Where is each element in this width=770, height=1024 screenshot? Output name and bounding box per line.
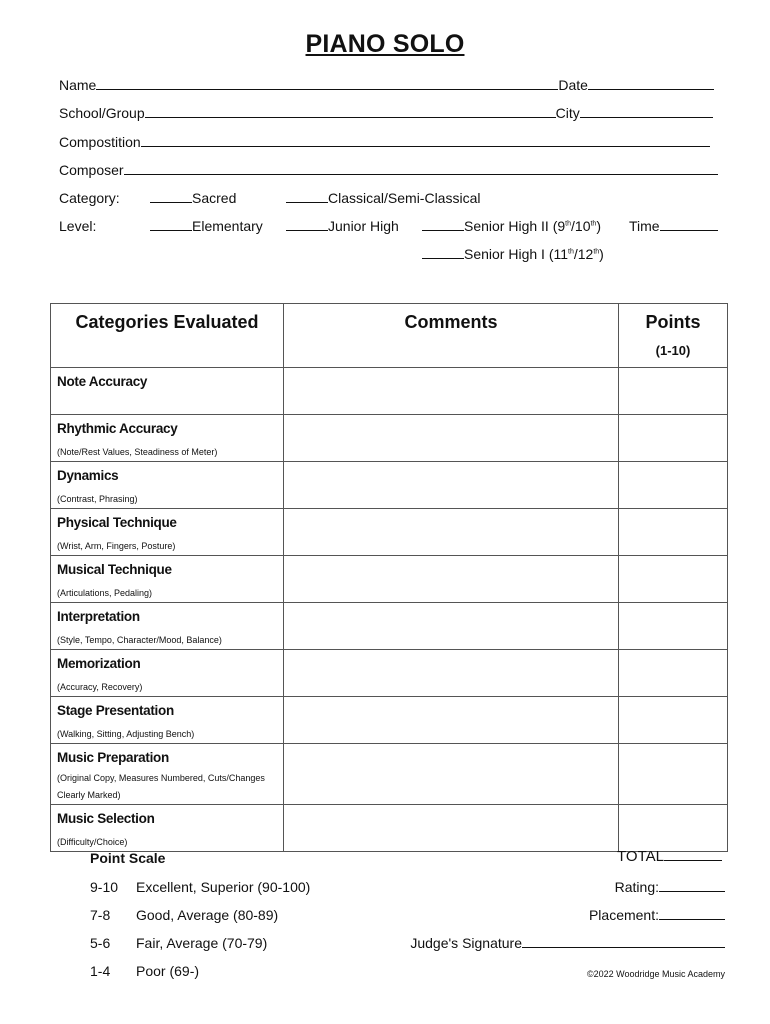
junior-high-label: Junior High xyxy=(328,218,399,234)
city-label: City xyxy=(555,105,580,121)
senior-high-1-checkline[interactable] xyxy=(422,246,464,259)
table-row xyxy=(51,462,728,509)
comments-cell[interactable] xyxy=(284,509,619,556)
header-points xyxy=(619,304,728,368)
category-name: Rhythmic Accuracy xyxy=(57,421,178,436)
category-name: Music Preparation xyxy=(57,750,169,765)
points-cell[interactable] xyxy=(619,368,728,415)
composition-field[interactable] xyxy=(141,134,710,147)
signature-field[interactable] xyxy=(522,935,725,948)
comments-cell[interactable] xyxy=(284,744,619,805)
name-label: Name xyxy=(59,77,97,93)
scale-range: 7-8 xyxy=(90,907,111,923)
scale-range: 5-6 xyxy=(90,935,111,951)
table-row xyxy=(51,415,728,462)
category-cell xyxy=(51,556,284,603)
level-elementary xyxy=(150,218,263,234)
superscript: th xyxy=(590,220,597,228)
total-field[interactable] xyxy=(664,848,722,861)
scale-text: Good, Average (80-89) xyxy=(136,907,279,923)
table-row xyxy=(51,697,728,744)
category-description: (Original Copy, Measures Numbered, Cuts/Changes Clearly Marked) xyxy=(57,773,265,800)
category-cell xyxy=(51,805,284,852)
senior-high-1-text: /12 xyxy=(573,246,594,262)
superscript: th xyxy=(593,248,600,256)
page-title: PIANO SOLO xyxy=(305,30,465,58)
name-row xyxy=(59,77,714,93)
table-row xyxy=(51,650,728,697)
senior-high-2-text: Senior High II (9 xyxy=(464,218,566,234)
scale-range: 1-4 xyxy=(90,963,111,979)
table-row xyxy=(51,603,728,650)
comments-cell[interactable] xyxy=(284,415,619,462)
junior-high-checkline[interactable] xyxy=(286,218,328,231)
category-cell xyxy=(51,697,284,744)
composer-row xyxy=(59,162,718,178)
scale-text: Poor (69-) xyxy=(136,963,200,979)
table-header-row xyxy=(51,304,728,368)
senior-high-2-text: /10 xyxy=(571,218,591,234)
composition-label: Compostition xyxy=(59,134,141,150)
school-label: School/Group xyxy=(59,105,145,121)
total-label: TOTAL xyxy=(617,848,664,865)
category-classical xyxy=(286,190,480,206)
points-cell[interactable] xyxy=(619,556,728,603)
level-senior-high-1 xyxy=(422,246,604,262)
header-comments: Comments xyxy=(284,304,619,368)
points-cell[interactable] xyxy=(619,509,728,556)
superscript: th xyxy=(565,220,572,228)
category-description: (Wrist, Arm, Fingers, Posture) xyxy=(57,541,176,551)
elementary-label: Elementary xyxy=(192,218,263,234)
signature-label: Judge's Signature xyxy=(410,935,522,951)
category-cell xyxy=(51,509,284,556)
placement-field[interactable] xyxy=(659,907,725,920)
points-cell[interactable] xyxy=(619,462,728,509)
composer-field[interactable] xyxy=(124,162,718,175)
rating-field[interactable] xyxy=(659,879,725,892)
level-label: Level: xyxy=(59,218,97,234)
category-description: (Walking, Sitting, Adjusting Bench) xyxy=(57,729,195,739)
points-cell[interactable] xyxy=(619,650,728,697)
senior-high-2-checkline[interactable] xyxy=(422,218,464,231)
level-junior-high xyxy=(286,218,399,234)
rating-label: Rating: xyxy=(614,879,659,895)
level-senior-high-2 xyxy=(422,218,601,234)
header-categories: Categories Evaluated xyxy=(51,304,284,368)
date-field[interactable] xyxy=(588,77,714,90)
category-cell xyxy=(51,603,284,650)
time-field[interactable] xyxy=(660,218,718,231)
date-label: Date xyxy=(558,77,588,93)
category-cell xyxy=(51,744,284,805)
table-row xyxy=(51,805,728,852)
scale-text: Excellent, Superior (90-100) xyxy=(136,879,311,895)
classical-label: Classical/Semi-Classical xyxy=(328,190,481,206)
points-cell[interactable] xyxy=(619,603,728,650)
classical-checkline[interactable] xyxy=(286,190,328,203)
scale-text: Fair, Average (70-79) xyxy=(136,935,268,951)
comments-cell[interactable] xyxy=(284,368,619,415)
category-description: (Style, Tempo, Character/Mood, Balance) xyxy=(57,635,222,645)
category-name: Musical Technique xyxy=(57,562,172,577)
composer-label: Composer xyxy=(59,162,124,178)
category-name: Physical Technique xyxy=(57,515,177,530)
signature-row xyxy=(410,935,725,951)
points-cell[interactable] xyxy=(619,805,728,852)
table-row xyxy=(51,744,728,805)
point-scale-heading: Point Scale xyxy=(90,850,166,866)
comments-cell[interactable] xyxy=(284,556,619,603)
scale-range: 9-10 xyxy=(90,879,119,895)
category-description: (Accuracy, Recovery) xyxy=(57,682,143,692)
total-row xyxy=(617,848,722,865)
comments-cell[interactable] xyxy=(284,697,619,744)
category-cell xyxy=(51,368,284,415)
category-description: (Contrast, Phrasing) xyxy=(57,494,138,504)
points-label: Points xyxy=(645,312,701,332)
category-label: Category: xyxy=(59,190,120,206)
category-description: (Articulations, Pedaling) xyxy=(57,588,153,598)
name-field[interactable] xyxy=(96,77,558,90)
superscript: th xyxy=(568,248,574,256)
time-row xyxy=(629,218,718,234)
category-name: Note Accuracy xyxy=(57,374,148,389)
points-cell[interactable] xyxy=(619,744,728,805)
placement-row xyxy=(589,907,725,923)
time-label: Time xyxy=(629,218,660,234)
comments-cell[interactable] xyxy=(284,462,619,509)
evaluation-table xyxy=(50,303,728,852)
table-row xyxy=(51,509,728,556)
senior-high-2-text: ) xyxy=(596,218,601,234)
points-cell[interactable] xyxy=(619,697,728,744)
category-name: Dynamics xyxy=(57,468,119,483)
table-row xyxy=(51,368,728,415)
composition-row xyxy=(59,134,710,150)
category-name: Music Selection xyxy=(57,811,155,826)
category-name: Interpretation xyxy=(57,609,140,624)
category-description: (Note/Rest Values, Steadiness of Meter) xyxy=(57,447,218,457)
senior-high-1-text: Senior High I (11 xyxy=(464,246,569,262)
comments-cell[interactable] xyxy=(284,805,619,852)
table-row xyxy=(51,556,728,603)
category-cell xyxy=(51,415,284,462)
rating-row xyxy=(615,879,725,895)
category-name: Stage Presentation xyxy=(57,703,174,718)
placement-label: Placement: xyxy=(588,907,659,923)
comments-cell[interactable] xyxy=(284,650,619,697)
category-sacred xyxy=(150,190,236,206)
school-field[interactable] xyxy=(145,105,556,118)
category-name: Memorization xyxy=(57,656,141,671)
elementary-checkline[interactable] xyxy=(150,218,192,231)
category-cell xyxy=(51,650,284,697)
school-row xyxy=(59,105,713,121)
points-range: (1-10) xyxy=(655,343,691,358)
sacred-label: Sacred xyxy=(192,190,237,206)
comments-cell[interactable] xyxy=(284,603,619,650)
points-cell[interactable] xyxy=(619,415,728,462)
category-description: (Difficulty/Choice) xyxy=(57,837,128,847)
sacred-checkline[interactable] xyxy=(150,190,192,203)
copyright: ©2022 Woodridge Music Academy xyxy=(586,969,725,979)
senior-high-1-text: ) xyxy=(599,246,604,262)
city-field[interactable] xyxy=(580,105,713,118)
category-cell xyxy=(51,462,284,509)
